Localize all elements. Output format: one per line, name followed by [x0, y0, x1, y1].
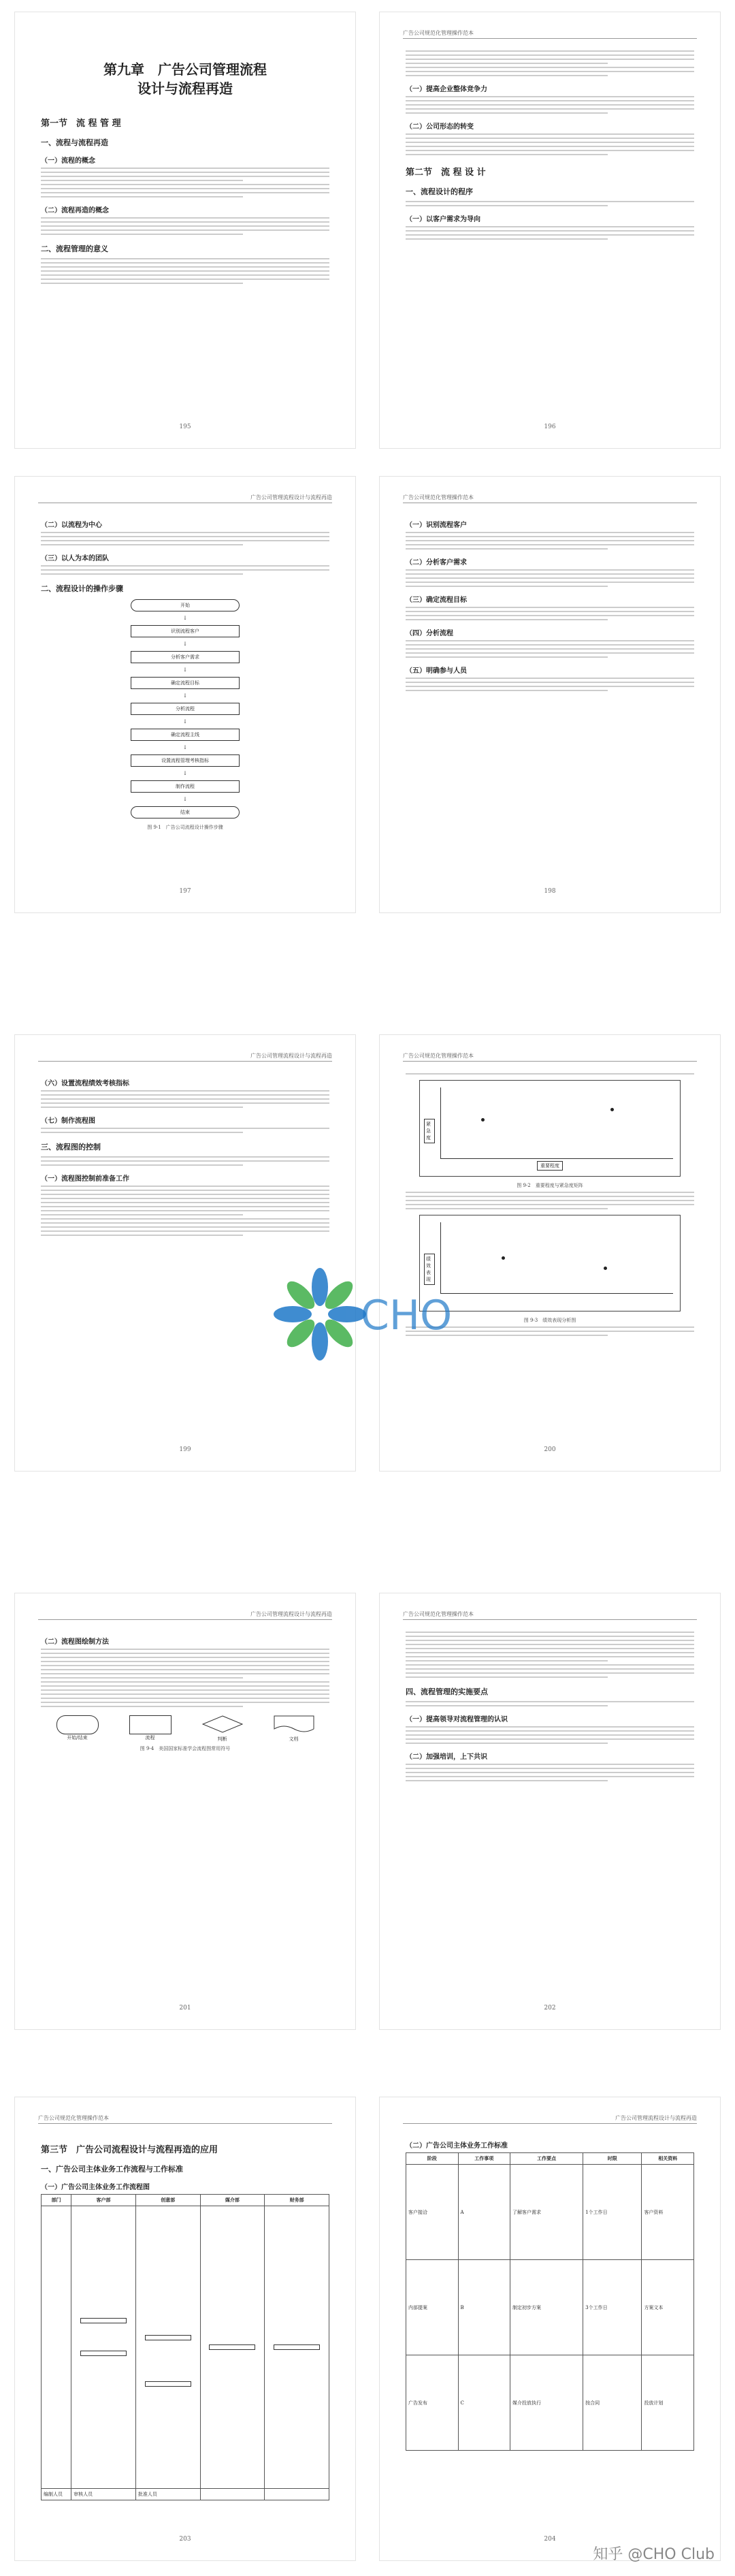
page-201 [15, 1593, 355, 2029]
page-number: 195 [179, 424, 191, 430]
page-body [41, 33, 329, 407]
flow-step: 确定流程主线 [131, 729, 240, 741]
subheading: （一）流程的概念 [41, 157, 95, 165]
cho-watermark-logo [272, 1253, 463, 1376]
footer-cell: 批准人员 [135, 2489, 200, 2500]
footer-cell: 编制人员 [42, 2489, 71, 2500]
subheading: （二）广告公司主体业务工作标准 [406, 2142, 508, 2150]
subheading: （四）分析流程 [406, 630, 453, 637]
section-heading: 第三节 广告公司流程设计与流程再造的应用 [41, 2145, 218, 2155]
table-header: 财务部 [265, 2195, 329, 2206]
page-header [403, 27, 697, 39]
header-text: 广告公司规范化管理操作范本 [403, 1611, 474, 1617]
subsection-heading: 一、流程与流程再造 [41, 138, 108, 147]
subheading: （一）以客户需求为导向 [406, 216, 480, 223]
subheading: （二）流程图绘制方法 [41, 1638, 109, 1646]
page-header [38, 1050, 332, 1062]
subheading: （二）加强培训，上下共识 [406, 1753, 487, 1761]
flowchart-symbols [41, 1715, 329, 1743]
page-number: 199 [179, 1446, 191, 1453]
page-202 [380, 1593, 720, 2029]
chapter-title-line2: 设计与流程再造 [137, 80, 233, 97]
page-197 [15, 477, 355, 912]
page-header [403, 2112, 697, 2124]
page-header [403, 1050, 697, 1062]
subheading: （一）流程图控制前准备工作 [41, 1175, 129, 1183]
subsection-heading: 一、流程设计的程序 [406, 187, 473, 196]
page-header [403, 1608, 697, 1620]
header-text: 广告公司管理流程设计与流程再造 [250, 1053, 332, 1059]
page-195 [15, 12, 355, 448]
table-cell: 客户资料 [642, 2165, 694, 2260]
subsection-heading: 三、流程图的控制 [41, 1143, 101, 1151]
table-cell: 方案文本 [642, 2260, 694, 2355]
page-body [406, 1629, 694, 1988]
header-text: 广告公司规范化管理操作范本 [38, 2115, 109, 2121]
subheading: （七）制作流程图 [41, 1117, 95, 1125]
subheading: （五）明确参与人员 [406, 667, 467, 675]
subheading: （三）以人为本的团队 [41, 555, 109, 562]
symbol-label: 开始/结束 [67, 1735, 88, 1740]
subheading: （三）确定流程目标 [406, 597, 467, 604]
section-heading: 第一节 流 程 管 理 [41, 118, 121, 129]
header-text: 广告公司管理流程设计与流程再造 [250, 1611, 332, 1617]
table-cell: 3个工作日 [583, 2260, 642, 2355]
page-number: 200 [544, 1446, 556, 1453]
table-header: 相关资料 [642, 2153, 694, 2165]
page-body [41, 1070, 329, 1430]
subsection-heading: 二、流程管理的意义 [41, 244, 108, 253]
table-cell: 了解客户需求 [510, 2165, 583, 2260]
table-header: 时限 [583, 2153, 642, 2165]
importance-urgency-chart [419, 1080, 681, 1177]
y-axis-label: 绩效表现 [424, 1254, 435, 1285]
table-cell: 按合同 [583, 2355, 642, 2451]
subheading: （二）流程再造的概念 [41, 207, 109, 214]
page-body [41, 1629, 329, 1988]
page-198 [380, 477, 720, 912]
page-number: 201 [179, 2005, 191, 2011]
swimlane-table [41, 2194, 329, 2500]
page-196 [380, 12, 720, 448]
flowchart: 开始 ↓ 识别流程客户 ↓ 分析客户需求 ↓ 确定流程目标 ↓ 分析流程 ↓ 确定流程主线 ↓ 设置流程管理考核指标 ↓ 制作流程 ↓ 结束 [131, 599, 240, 818]
symbol-label: 判断 [217, 1736, 227, 1742]
symbol-label: 流程 [145, 1735, 155, 1740]
table-header: 客户部 [71, 2195, 136, 2206]
table-cell: C [458, 2355, 510, 2451]
flow-step: 分析客户需求 [131, 651, 240, 663]
table-header: 创意部 [135, 2195, 200, 2206]
x-axis-label: 重要程度 [537, 1161, 563, 1171]
section-heading: 第二节 流 程 设 计 [406, 168, 486, 178]
page-header [38, 1608, 332, 1620]
subheading: （一）广告公司主体业务工作流程图 [41, 2184, 150, 2191]
table-header: 工作事项 [458, 2153, 510, 2165]
page-header [403, 492, 697, 503]
page-number: 196 [544, 424, 556, 430]
table-header: 阶段 [406, 2153, 459, 2165]
figure-caption: 图 9-1 广告公司流程设计操作步骤 [147, 825, 223, 830]
page-number: 198 [544, 888, 556, 895]
subsection-heading: 四、流程管理的实施要点 [406, 1687, 488, 1696]
y-axis-label: 紧急度 [424, 1119, 435, 1143]
header-text: 广告公司规范化管理操作范本 [403, 1053, 474, 1059]
figure-caption: 图 9-2 重要程度与紧急度矩阵 [517, 1183, 583, 1188]
header-text: 广告公司管理流程设计与流程再造 [250, 494, 332, 500]
zhihu-watermark: 知乎 @CHO Club [593, 2546, 715, 2563]
page-body [41, 2133, 329, 2519]
watermark-text: CHO [361, 1292, 453, 1339]
figure-caption: 图 9-3 绩效表现分析图 [523, 1318, 576, 1323]
page-204 [380, 2097, 720, 2560]
flow-step: 确定流程目标 [131, 677, 240, 689]
page-number: 202 [544, 2005, 556, 2011]
symbol-label: 文档 [289, 1736, 299, 1742]
page-header [38, 492, 332, 503]
table-cell: 内部提案 [406, 2260, 459, 2355]
work-standard-table [406, 2152, 694, 2451]
subheading: （一）提高企业整体竞争力 [406, 86, 487, 93]
subheading: （二）以流程为中心 [41, 522, 102, 529]
table-cell: 1个工作日 [583, 2165, 642, 2260]
page-body [406, 512, 694, 872]
table-header: 部门 [42, 2195, 71, 2206]
subheading: （二）分析客户需求 [406, 559, 467, 567]
table-cell: 客户接洽 [406, 2165, 459, 2260]
header-text: 广告公司规范化管理操作范本 [403, 494, 474, 500]
page-number: 203 [179, 2536, 191, 2543]
subheading: （一）提高领导对流程管理的认识 [406, 1716, 508, 1723]
page-203 [15, 2097, 355, 2560]
page-body [41, 512, 329, 872]
header-text: 广告公司规范化管理操作范本 [403, 30, 474, 36]
footer-cell: 审核人员 [71, 2489, 136, 2500]
chapter-title [41, 60, 329, 98]
flow-step: 设置流程管理考核指标 [131, 754, 240, 767]
table-header: 工作要点 [510, 2153, 583, 2165]
page-body [406, 2133, 694, 2519]
flow-end: 结束 [131, 806, 240, 818]
page-body [406, 48, 694, 407]
table-header: 媒介部 [200, 2195, 265, 2206]
chapter-title-line1: 第九章 广告公司管理流程 [103, 61, 267, 78]
table-cell: 广告发布 [406, 2355, 459, 2451]
header-text: 广告公司管理流程设计与流程再造 [615, 2115, 697, 2121]
page-body [406, 1070, 694, 1430]
subheading: （一）识别流程客户 [406, 522, 467, 529]
subsection-heading: 一、广告公司主体业务工作流程与工作标准 [41, 2165, 183, 2174]
table-cell: 媒介投放执行 [510, 2355, 583, 2451]
table-cell: 制定初步方案 [510, 2260, 583, 2355]
page-number: 197 [179, 888, 191, 895]
flow-step: 识别流程客户 [131, 625, 240, 637]
table-cell: A [458, 2165, 510, 2260]
subsection-heading: 二、流程设计的操作步骤 [41, 584, 123, 593]
flow-start: 开始 [131, 599, 240, 611]
flow-step: 制作流程 [131, 780, 240, 793]
flow-step: 分析流程 [131, 703, 240, 715]
page-header [38, 2112, 332, 2124]
table-cell: B [458, 2260, 510, 2355]
subheading: （六）设置流程绩效考核指标 [41, 1080, 129, 1087]
page-number: 204 [544, 2536, 556, 2543]
figure-caption: 图 9-4 美国国家标准学会流程图常用符号 [140, 1746, 231, 1751]
subheading: （二）公司形态的转变 [406, 123, 474, 131]
table-cell: 投放计划 [642, 2355, 694, 2451]
